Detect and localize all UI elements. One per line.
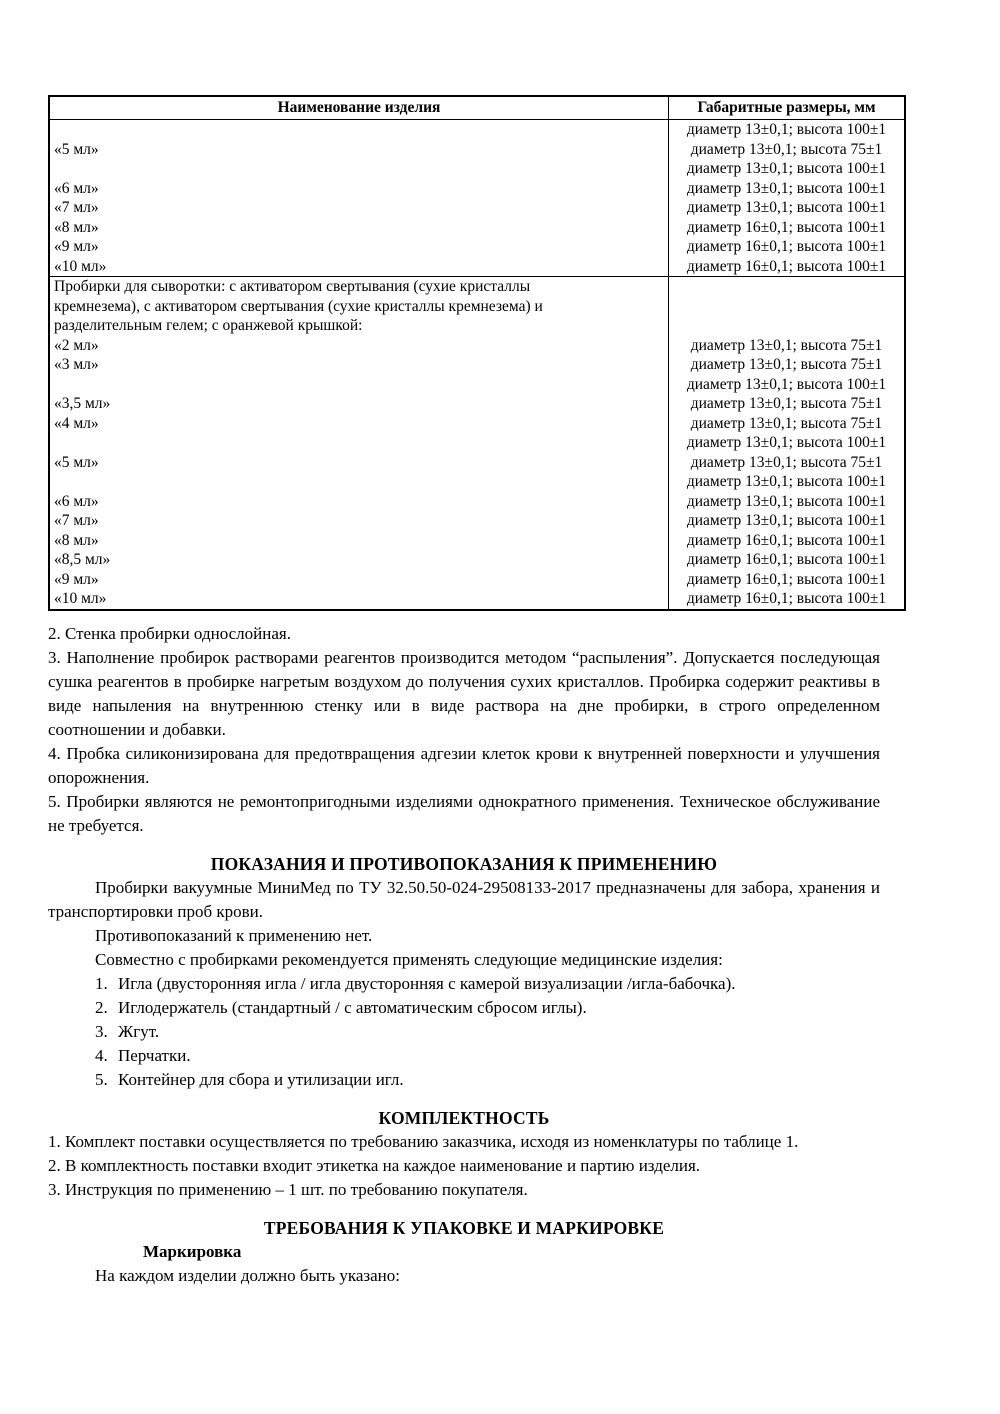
list-item-number: 4. <box>95 1046 108 1065</box>
dimensions-cell: диаметр 13±0,1; высота 100±1 <box>686 492 887 510</box>
product-name-cell <box>50 120 669 140</box>
product-name-cell: «3,5 мл» <box>50 394 669 414</box>
table-row <box>50 375 904 395</box>
product-name-cell: разделительным гелем; с оранжевой крышкой: <box>50 316 669 336</box>
dimensions-cell: диаметр 13±0,1; высота 75±1 <box>690 140 883 158</box>
dimensions-cell: диаметр 13±0,1; высота 75±1 <box>690 336 883 354</box>
dimensions-cell: диаметр 13±0,1; высота 75±1 <box>690 453 883 471</box>
dimensions-cell: диаметр 13±0,1; высота 75±1 <box>690 395 883 412</box>
product-name-cell: «9 мл» <box>50 237 669 257</box>
dimensions-cell: диаметр 13±0,1; высота 100±1 <box>686 160 887 177</box>
product-name-cell: «4 мл» <box>50 414 669 434</box>
product-name-cell: кремнезема), с активатором свертывания (сухие кристаллы кремнезема) и <box>50 297 669 317</box>
document-body <box>48 622 880 1288</box>
product-name-cell: «5 мл» <box>50 453 669 473</box>
dimensions-cell: диаметр 16±0,1; высота 100±1 <box>686 257 887 275</box>
table-row <box>50 277 904 297</box>
completeness-heading: КОМПЛЕКТНОСТЬ <box>378 1108 550 1128</box>
dimensions-cell: диаметр 13±0,1; высота 100±1 <box>686 199 887 216</box>
table-row <box>50 570 904 590</box>
product-name-cell <box>50 472 669 492</box>
table-row <box>50 159 904 179</box>
product-name-cell <box>50 433 669 453</box>
table-row <box>50 394 904 414</box>
product-name-cell: «5 мл» <box>50 140 669 160</box>
table-row <box>50 472 904 492</box>
indications-heading: ПОКАЗАНИЯ И ПРОТИВОПОКАЗАНИЯ К ПРИМЕНЕНИЮ <box>210 854 718 874</box>
table-row <box>50 511 904 531</box>
para-stopper-siliconized: 4. Пробка силиконизирована для предотвращения адгезии клеток крови к внутренней поверхности и улучшения опорожнения. <box>48 744 880 787</box>
completeness-item-3: 3. Инструкция по применению – 1 шт. по требованию покупателя. <box>48 1180 528 1199</box>
table-row <box>50 589 904 609</box>
table-row <box>50 433 904 453</box>
product-name-cell: «2 мл» <box>50 336 669 356</box>
table-row <box>50 120 904 140</box>
list-item-text: Контейнер для сбора и утилизации игл. <box>118 1070 404 1089</box>
list-item-text: Жгут. <box>118 1022 160 1041</box>
product-name-cell: «10 мл» <box>50 589 669 609</box>
product-name-cell: «7 мл» <box>50 198 669 218</box>
list-item-holder <box>48 996 880 1020</box>
para-filling-method: 3. Наполнение пробирок растворами реагентов производится методом “распыления”. Допускается последующая сушка реагентов в пробирке нагретым воздухом до получения сухих кристаллов. Пробирка содержит реактивы в виде напыления на внутреннюю стенку или в виде раствора на дне пробирки, в строго определенном соотношении и добавки. <box>48 648 880 739</box>
table-row <box>50 550 904 570</box>
dimensions-cell: диаметр 13±0,1; высота 100±1 <box>686 434 887 451</box>
table-row <box>50 198 904 218</box>
table-row <box>50 297 904 317</box>
dimensions-cell: диаметр 13±0,1; высота 75±1 <box>690 414 883 432</box>
product-name-cell: «9 мл» <box>50 570 669 590</box>
dimensions-cell: диаметр 16±0,1; высота 100±1 <box>686 218 887 236</box>
list-item-text: Игла (двусторонняя игла / игла двусторонняя с камерой визуализации /игла-бабочка). <box>118 974 736 993</box>
product-name-cell: «7 мл» <box>50 511 669 531</box>
table-row <box>50 492 904 512</box>
dimensions-cell: диаметр 13±0,1; высота 100±1 <box>686 121 887 138</box>
product-name-cell <box>50 375 669 395</box>
product-name-cell: «3 мл» <box>50 355 669 375</box>
list-item-text: Иглодержатель (стандартный / с автоматическим сбросом иглы). <box>118 998 587 1017</box>
table-header-row <box>50 97 904 120</box>
table-row <box>50 414 904 434</box>
table-row <box>50 179 904 199</box>
product-name-cell <box>50 159 669 179</box>
dimensions-cell: диаметр 13±0,1; высота 100±1 <box>686 512 887 529</box>
dimensions-cell: диаметр 16±0,1; высота 100±1 <box>686 570 887 588</box>
product-name-cell: «6 мл» <box>50 492 669 512</box>
product-name-cell: «8 мл» <box>50 218 669 238</box>
dimensions-cell <box>669 316 904 336</box>
table-row <box>50 140 904 160</box>
product-name-cell: Пробирки для сыворотки: с активатором свертывания (сухие кристаллы <box>50 277 669 297</box>
product-name-cell: «8 мл» <box>50 531 669 551</box>
marking-subheading: Маркировка <box>143 1242 242 1261</box>
list-item-text: Перчатки. <box>118 1046 191 1065</box>
table-row <box>50 237 904 257</box>
dimensions-cell: диаметр 13±0,1; высота 75±1 <box>690 356 883 373</box>
table-row <box>50 218 904 238</box>
table-row <box>50 453 904 473</box>
table-row <box>50 336 904 356</box>
para-not-repairable: 5. Пробирки являются не ремонтопригодными изделиями однократного применения. Техническое обслуживание не требуется. <box>48 792 880 835</box>
completeness-item-1: 1. Комплект поставки осуществляется по требованию заказчика, исходя из номенклатуры по таблице 1. <box>48 1132 799 1151</box>
dimensions-cell: диаметр 16±0,1; высота 100±1 <box>686 531 887 549</box>
dimensions-cell: диаметр 13±0,1; высота 100±1 <box>686 375 887 393</box>
list-item-number: 3. <box>95 1022 108 1041</box>
list-item-gloves <box>48 1044 880 1068</box>
list-item-needle <box>48 972 880 996</box>
product-name-cell: «8,5 мл» <box>50 550 669 570</box>
completeness-item-2: 2. В комплектность поставки входит этикетка на каждое наименование и партию изделия. <box>48 1156 701 1175</box>
indications-intro: Пробирки вакуумные МиниМед по ТУ 32.50.50-024-29508133-2017 предназначены для забора, хранения и транспортировки проб крови. <box>48 878 880 921</box>
list-item-number: 5. <box>95 1070 108 1089</box>
dimensions-cell: диаметр 16±0,1; высота 100±1 <box>686 551 887 568</box>
table-section-1 <box>50 120 904 276</box>
indications-no-contraindications: Противопоказаний к применению нет. <box>95 926 373 945</box>
dimensions-header: Габаритные размеры, мм <box>697 99 876 116</box>
list-item-number: 1. <box>95 974 108 993</box>
table-row <box>50 531 904 551</box>
product-name-cell: «6 мл» <box>50 179 669 199</box>
dimensions-cell: диаметр 13±0,1; высота 100±1 <box>686 473 887 490</box>
para-wall-single-layer: 2. Стенка пробирки однослойная. <box>48 624 291 643</box>
table-row <box>50 355 904 375</box>
marking-intro: На каждом изделии должно быть указано: <box>95 1266 400 1285</box>
list-item-tourniquet <box>48 1020 880 1044</box>
dimensions-cell: диаметр 16±0,1; высота 100±1 <box>686 590 887 607</box>
dimensions-cell <box>669 297 904 317</box>
list-item-container <box>48 1068 880 1092</box>
table-row <box>50 316 904 336</box>
indications-recommended: Совместно с пробирками рекомендуется применять следующие медицинские изделия: <box>95 950 723 969</box>
table-row <box>50 257 904 277</box>
table-section-2 <box>50 276 904 609</box>
product-name-cell: «10 мл» <box>50 257 669 277</box>
dimensions-cell <box>669 277 904 297</box>
product-name-header: Наименование изделия <box>50 97 669 119</box>
spec-table <box>48 95 906 611</box>
list-item-number: 2. <box>95 998 108 1017</box>
dimensions-cell: диаметр 16±0,1; высота 100±1 <box>686 238 887 255</box>
packaging-heading: ТРЕБОВАНИЯ К УПАКОВКЕ И МАРКИРОВКЕ <box>263 1218 665 1238</box>
dimensions-cell: диаметр 13±0,1; высота 100±1 <box>686 179 887 197</box>
